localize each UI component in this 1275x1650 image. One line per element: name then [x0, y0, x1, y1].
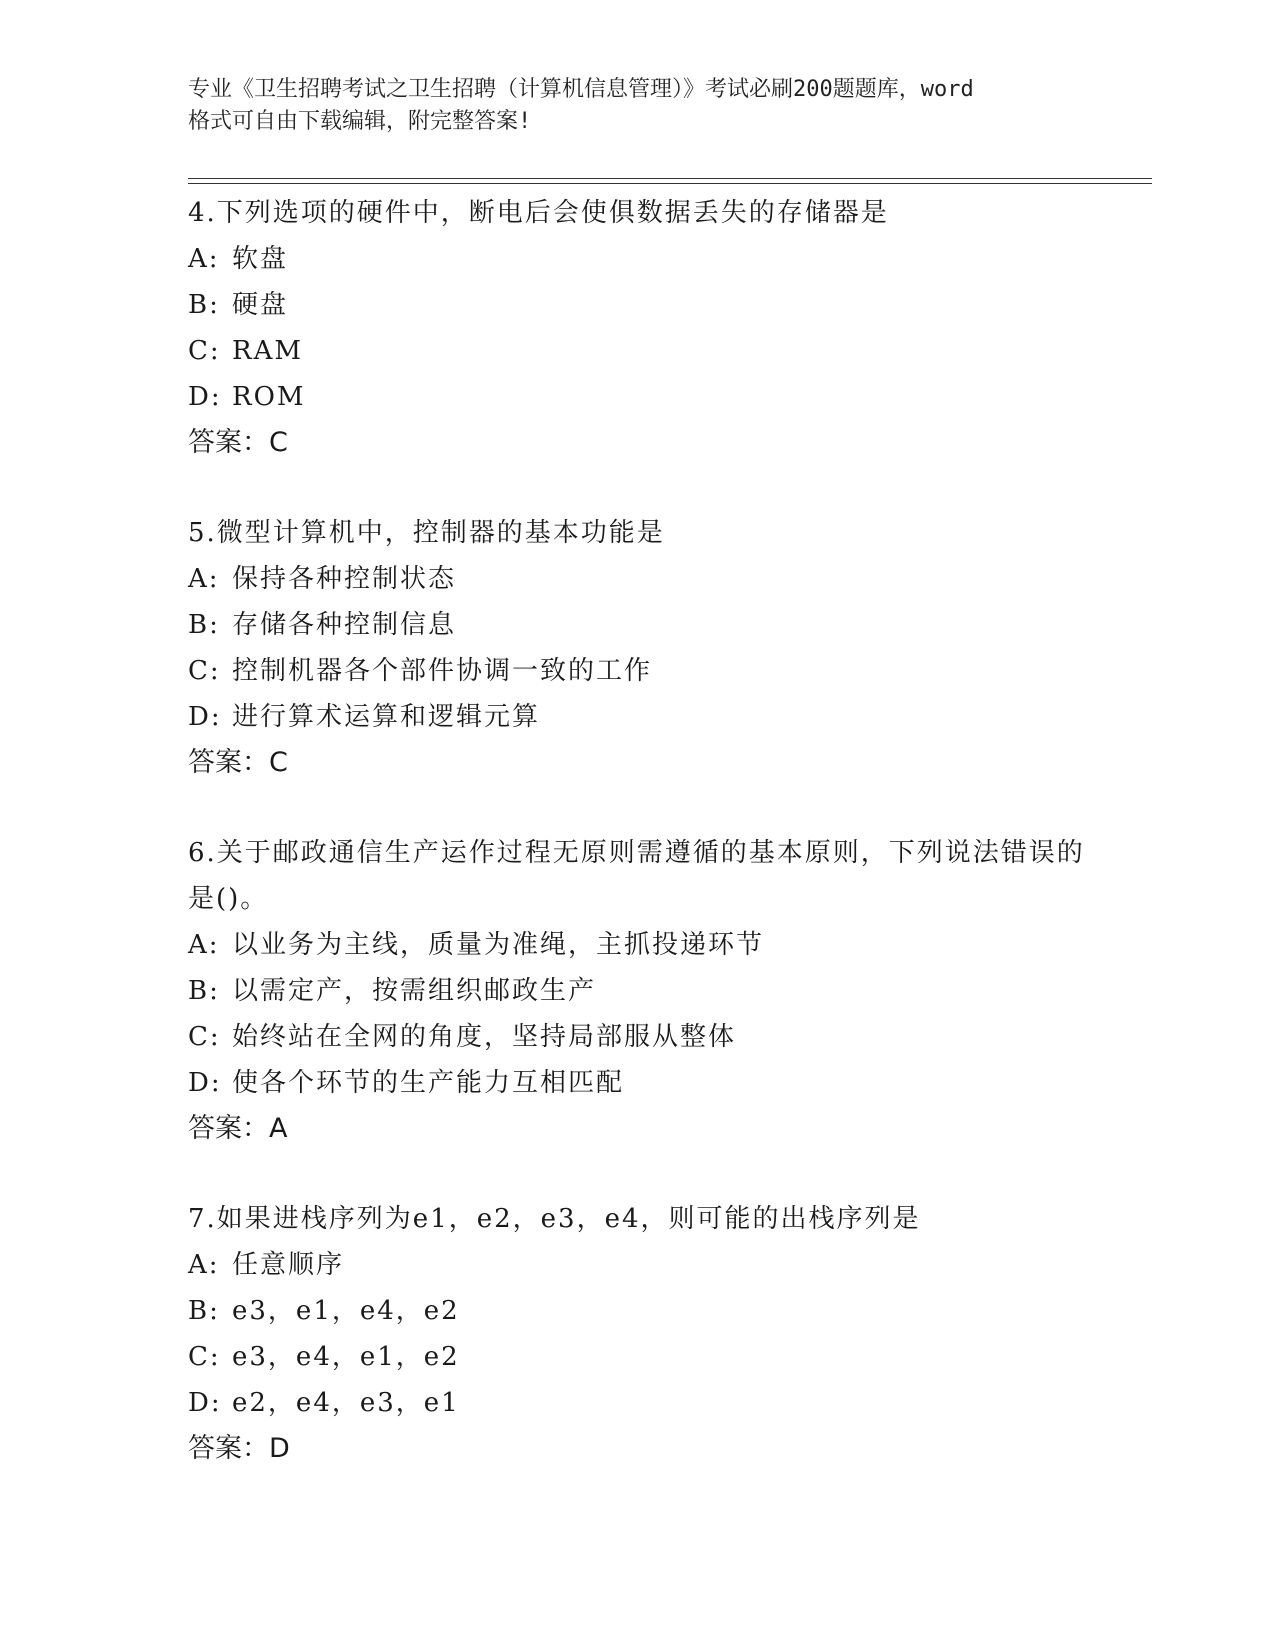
option-a: A: 以业务为主线，质量为准绳，主抓投递环节: [188, 930, 765, 960]
option-d: D: ROM: [188, 382, 306, 412]
option-d: D: 使各个环节的生产能力互相匹配: [188, 1068, 625, 1098]
answer-line: 答案：A: [188, 1113, 288, 1144]
option-c: C: e3，e4，e1，e2: [188, 1342, 460, 1372]
option-a: A: 任意顺序: [188, 1250, 345, 1280]
answer-line: 答案：D: [188, 1433, 290, 1464]
document-header: [188, 74, 1088, 138]
header-divider-bottom: [188, 183, 1152, 184]
question-title: 7.如果进栈序列为e1，e2，e3，e4，则可能的出栈序列是: [188, 1204, 921, 1234]
question-5: [188, 510, 1088, 786]
option-b: B: 硬盘: [188, 290, 289, 320]
option-d: D: e2，e4，e3，e1: [188, 1388, 460, 1418]
question-7: [188, 1196, 1088, 1472]
question-title: 4.下列选项的硬件中，断电后会使俱数据丢失的存储器是: [188, 198, 889, 228]
option-b: B: 以需定产，按需组织邮政生产: [188, 976, 597, 1006]
option-c: C: 控制机器各个部件协调一致的工作: [188, 656, 653, 686]
question-title: 6.关于邮政通信生产运作过程无原则需遵循的基本原则，下列说法错误的是()。: [188, 838, 1085, 914]
header-line-1: 专业《卫生招聘考试之卫生招聘（计算机信息管理）》考试必刷200题题库，word: [188, 77, 974, 102]
option-a: A: 保持各种控制状态: [188, 564, 457, 594]
option-d: D: 进行算术运算和逻辑元算: [188, 702, 541, 732]
header-line-2: 格式可自由下载编辑，附完整答案!: [188, 109, 532, 134]
option-b: B: e3，e1，e4，e2: [188, 1296, 460, 1326]
question-list: [188, 190, 1088, 1516]
option-c: C: 始终站在全网的角度，坚持局部服从整体: [188, 1022, 737, 1052]
question-6: [188, 830, 1088, 1152]
answer-line: 答案：C: [188, 747, 288, 778]
question-4: [188, 190, 1088, 466]
question-title: 5.微型计算机中，控制器的基本功能是: [188, 518, 665, 548]
option-c: C: RAM: [188, 336, 303, 366]
option-b: B: 存储各种控制信息: [188, 610, 457, 640]
answer-line: 答案：C: [188, 427, 288, 458]
option-a: A: 软盘: [188, 244, 289, 274]
header-divider-top: [188, 178, 1152, 179]
